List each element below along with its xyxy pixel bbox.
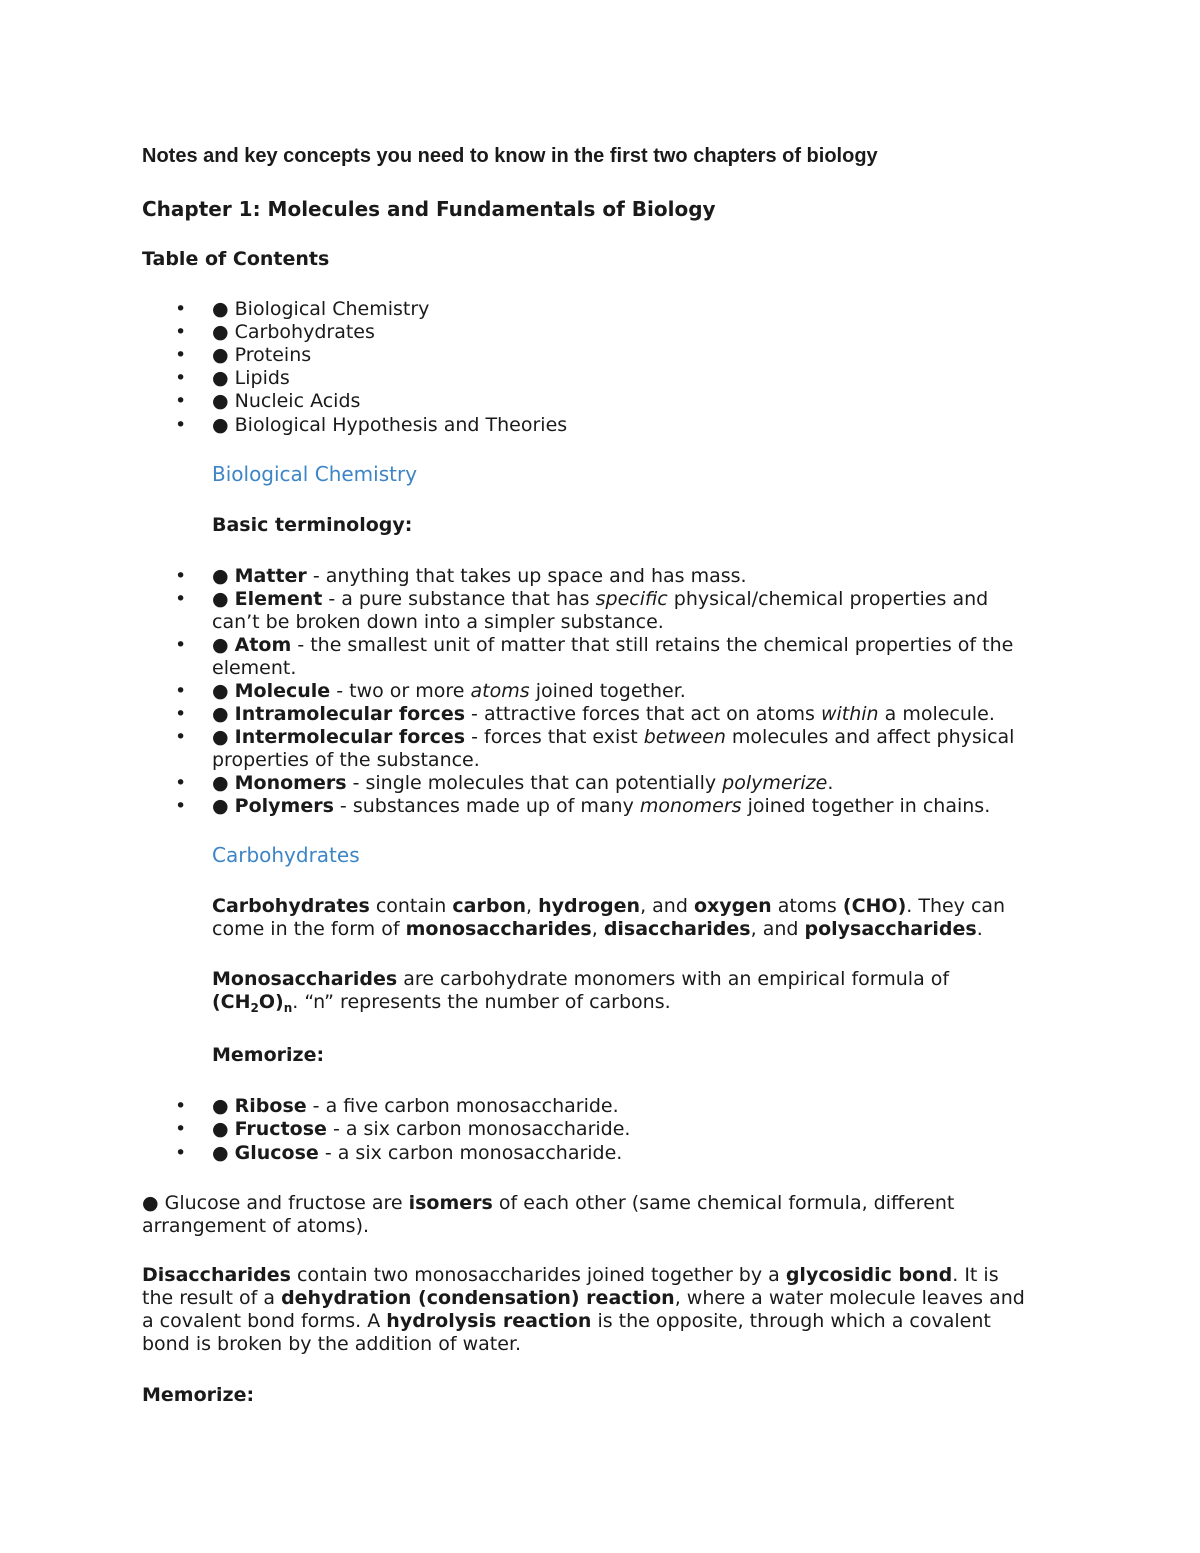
term-ribose: Ribose [234, 1095, 307, 1117]
text: contain [369, 895, 453, 917]
term-definition: joined together. [529, 680, 686, 702]
bullet-inner: ● [212, 321, 229, 343]
bullet-inner: ● [212, 344, 229, 366]
emphasis: atoms [470, 680, 530, 702]
term-definition: - the smallest unit of matter that still retains the chemical properties of the [291, 634, 1014, 656]
text: contain two monosaccharides joined together by a [290, 1264, 786, 1286]
bold-term: Carbohydrates [212, 895, 370, 917]
bullet-outer: • [175, 703, 187, 725]
bullet-inner: ● [212, 298, 229, 320]
bullet-inner: ● [212, 1095, 229, 1117]
term-definition: - a five carbon monosaccharide. [306, 1095, 619, 1117]
text: bond is broken by the addition of water. [142, 1333, 522, 1355]
bold-term: hydrolysis reaction [386, 1310, 592, 1332]
term-definition: - single molecules that can potentially [346, 772, 723, 794]
bullet-outer: • [175, 680, 187, 702]
subheading-memorize-2: Memorize: [142, 1384, 255, 1406]
empirical-formula: $(CH_2O)_n$ [212, 991, 293, 1015]
bullet-outer: • [175, 1095, 187, 1117]
text: . “n” represents the number of carbons. [292, 991, 671, 1013]
toc-item-label: Proteins [234, 344, 312, 366]
bullet-outer: • [175, 772, 187, 794]
emphasis: monomers [639, 795, 742, 817]
term-definition: - a six carbon monosaccharide. [318, 1142, 623, 1164]
bullet-inner: ● [212, 1118, 229, 1140]
toc-heading: Table of Contents [142, 248, 330, 270]
bullet-inner: ● [212, 795, 229, 817]
chapter-heading: Chapter 1: Molecules and Fundamentals of Biology [142, 197, 716, 221]
toc-item-label: Lipids [234, 367, 290, 389]
text: are carbohydrate monomers with an empirical formula of [397, 968, 950, 990]
term-polymers: Polymers [234, 795, 334, 817]
bullet-inner: ● [212, 367, 229, 389]
bullet-inner: ● [212, 634, 229, 656]
term-molecule: Molecule [234, 680, 331, 702]
term-definition: - forces that exist [465, 726, 644, 748]
text: . They can [906, 895, 1006, 917]
bullet-inner: ● [212, 565, 229, 587]
term-atom: Atom [234, 634, 292, 656]
term-definition-cont: properties of the substance. [212, 749, 480, 771]
bullet-outer: • [175, 298, 187, 320]
bullet-inner: ● [212, 726, 229, 748]
text: the result of a [142, 1287, 282, 1309]
bold-term: polysaccharides [804, 918, 977, 940]
text: . [976, 918, 983, 940]
text: , [591, 918, 604, 940]
bullet-outer: • [175, 588, 187, 610]
bullet-inner: ● [212, 414, 229, 436]
term-definition-cont: can’t be broken down into a simpler substance. [212, 611, 664, 633]
term-definition: - attractive forces that act on atoms [465, 703, 821, 725]
term-monomers: Monomers [234, 772, 347, 794]
term-intramolecular: Intramolecular forces [234, 703, 466, 725]
bold-term: Disaccharides [142, 1264, 291, 1286]
bullet-inner: ● [212, 588, 229, 610]
text: . It is [952, 1264, 999, 1286]
bold-term: monosaccharides [405, 918, 592, 940]
bullet-outer: • [175, 1142, 187, 1164]
term-intermolecular: Intermolecular forces [234, 726, 466, 748]
subheading-basic-terminology: Basic terminology: [212, 514, 413, 536]
document-title: Notes and key concepts you need to know in the first two chapters of biology [142, 145, 878, 167]
text: arrangement of atoms). [142, 1215, 370, 1237]
bullet-outer: • [175, 1118, 187, 1140]
bullet-outer: • [175, 321, 187, 343]
term-definition: - a pure substance that has [322, 588, 596, 610]
bullet-outer: • [175, 634, 187, 656]
subheading-memorize: Memorize: [212, 1044, 325, 1066]
text: , and [640, 895, 694, 917]
bullet-outer: • [175, 390, 187, 412]
toc-item-label: Biological Hypothesis and Theories [234, 414, 568, 436]
bold-term: Monosaccharides [212, 968, 398, 990]
emphasis: specific [595, 588, 668, 610]
section-heading-bio-chem: Biological Chemistry [212, 462, 418, 486]
term-glucose: Glucose [234, 1142, 319, 1164]
bullet-inner: ● [212, 390, 229, 412]
bold-term: hydrogen [538, 895, 641, 917]
text: a covalent bond forms. A [142, 1310, 387, 1332]
text: , where a water molecule leaves and [674, 1287, 1025, 1309]
text: atoms [771, 895, 843, 917]
emphasis: polymerize [722, 772, 828, 794]
bold-term: oxygen [693, 895, 772, 917]
bullet-outer: • [175, 344, 187, 366]
bullet-outer: • [175, 795, 187, 817]
toc-item-label: Biological Chemistry [234, 298, 430, 320]
toc-item-label: Nucleic Acids [234, 390, 361, 412]
bold-term: disaccharides [603, 918, 751, 940]
term-definition-cont: element. [212, 657, 297, 679]
term-definition: molecules and affect physical [725, 726, 1015, 748]
term-definition: joined together in chains. [741, 795, 991, 817]
emphasis: within [820, 703, 879, 725]
term-definition: - a six carbon monosaccharide. [326, 1118, 631, 1140]
bullet-inner: ● [212, 772, 229, 794]
term-definition: - two or more [330, 680, 471, 702]
term-matter: Matter [234, 565, 307, 587]
emphasis: between [643, 726, 726, 748]
bullet-inner: ● [212, 703, 229, 725]
text: come in the form of [212, 918, 406, 940]
bullet-inner: ● [212, 1142, 229, 1164]
bullet-inner: ● [212, 680, 229, 702]
bold-term: (CHO) [842, 895, 907, 917]
bold-term: carbon [452, 895, 527, 917]
text: , and [750, 918, 805, 940]
term-definition: a molecule. [878, 703, 995, 725]
text: of each other (same chemical formula, different [492, 1192, 955, 1214]
bold-term: isomers [408, 1192, 493, 1214]
bold-term: dehydration (condensation) reaction [281, 1287, 675, 1309]
term-element: Element [234, 588, 323, 610]
section-heading-carbohydrates: Carbohydrates [212, 843, 360, 867]
text: , [526, 895, 539, 917]
bullet-outer: • [175, 367, 187, 389]
term-definition: - substances made up of many [333, 795, 640, 817]
text: is the opposite, through which a covalent [591, 1310, 991, 1332]
term-definition: physical/chemical properties and [667, 588, 989, 610]
toc-item-label: Carbohydrates [234, 321, 375, 343]
term-definition: . [827, 772, 834, 794]
bullet-outer: • [175, 565, 187, 587]
bullet-outer: • [175, 414, 187, 436]
term-definition: - anything that takes up space and has mass. [306, 565, 747, 587]
bold-term: glycosidic bond [785, 1264, 953, 1286]
bullet-outer: • [175, 726, 187, 748]
text: ● Glucose and fructose are [142, 1192, 409, 1214]
term-fructose: Fructose [234, 1118, 327, 1140]
